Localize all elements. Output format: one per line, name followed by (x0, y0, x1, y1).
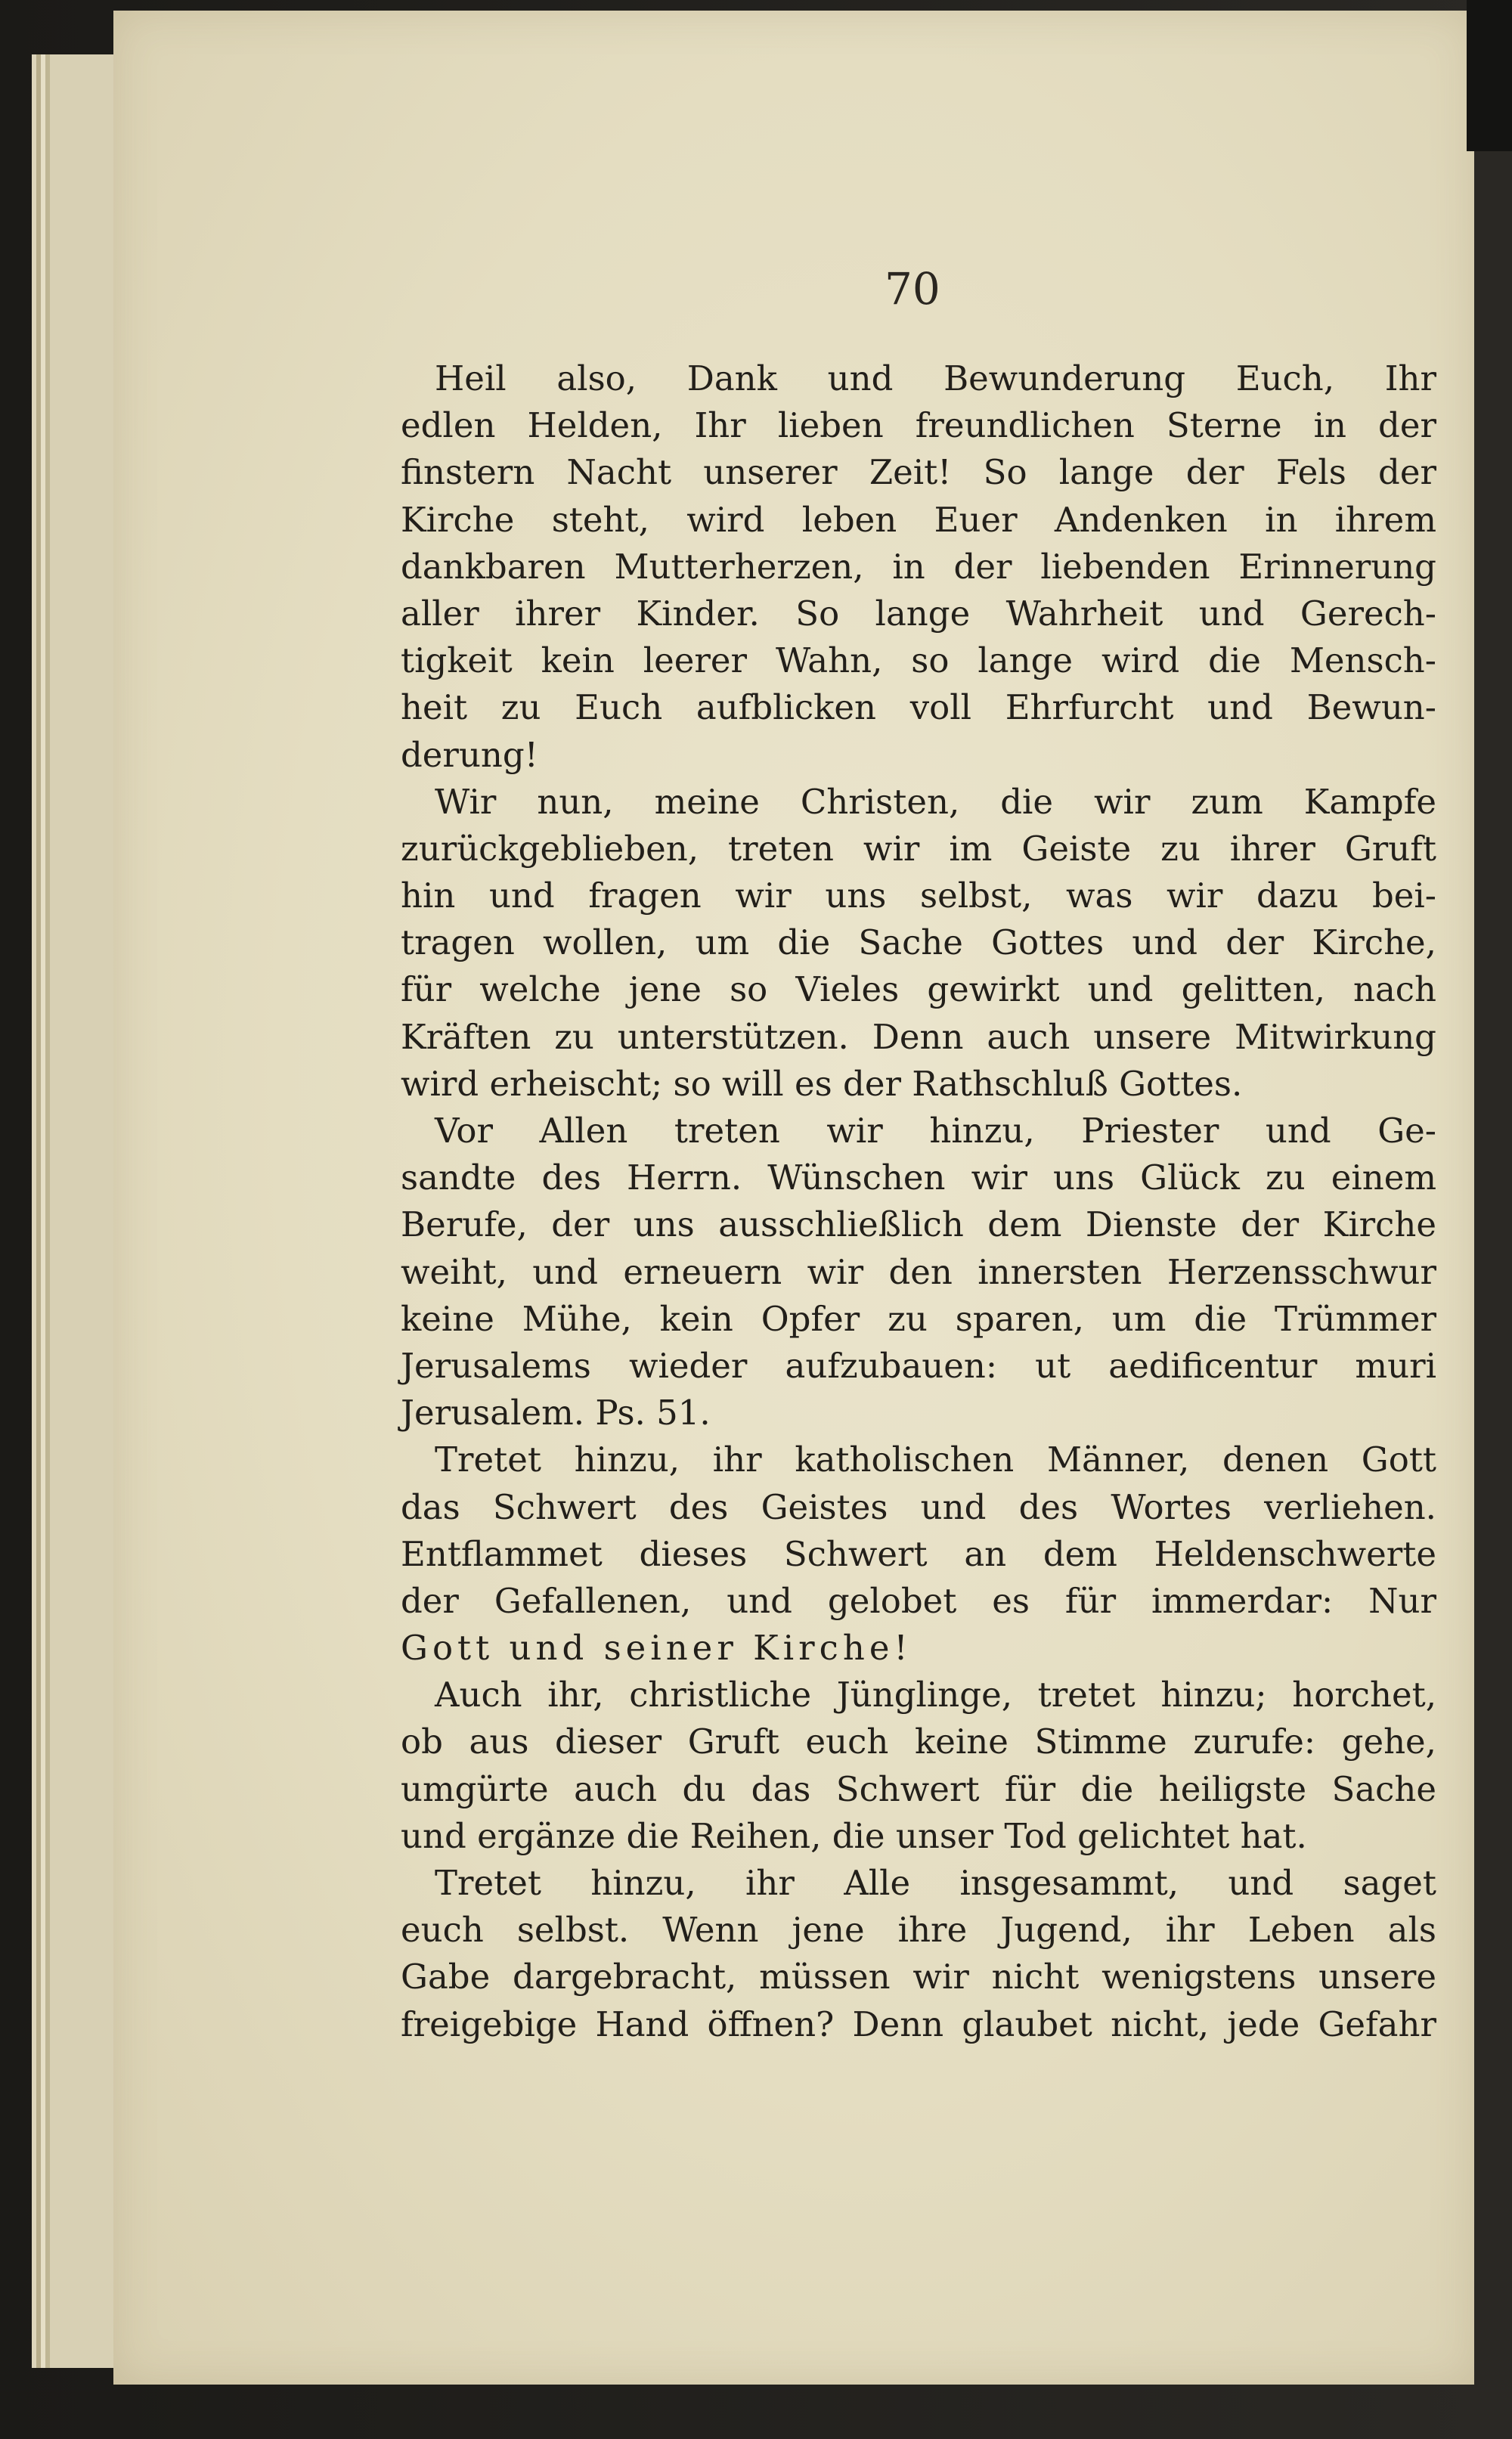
text-line: der Gefallenen, und gelobet es für immerdar: Nur (401, 1580, 1436, 1621)
text-line: edlen Helden, Ihr lieben freundlichen Sterne in der (401, 405, 1436, 446)
text-line: Vor Allen treten wir hinzu, Priester und Ge- (435, 1111, 1436, 1151)
text-line: finstern Nacht unserer Zeit! So lange der Fels der (401, 452, 1436, 493)
text-line: Wir nun, meine Christen, die wir zum Kampfe (435, 781, 1436, 822)
text-line: wird erheischt; so will es der Rathschluß Gottes. (401, 1063, 1243, 1104)
text-line: Heil also, Dank und Bewunderung Euch, Ihr (435, 358, 1436, 398)
text-line: tragen wollen, um die Sache Gottes und der Kirche, (401, 922, 1436, 963)
text-line: keine Mühe, kein Opfer zu sparen, um die Trümmer (401, 1298, 1436, 1339)
text-line: sandte des Herrn. Wünschen wir uns Glück zu einem (401, 1158, 1436, 1198)
text-line: und ergänze die Reihen, die unser Tod gelichtet hat. (401, 1815, 1307, 1856)
text-line: derung! (401, 734, 538, 775)
text-line: Kräften zu unterstützen. Denn auch unsere Mitwirkung (401, 1016, 1436, 1057)
text-line: umgürte auch du das Schwert für die heiligste Sache (401, 1768, 1436, 1809)
text-line: für welche jene so Vieles gewirkt und gelitten, nach (401, 969, 1436, 1010)
text-line: Gott und seiner Kirche! (401, 1628, 912, 1669)
text-line: weiht, und erneuern wir den innersten Herzensschwur (401, 1251, 1436, 1292)
text-line: euch selbst. Wenn jene ihre Jugend, ihr Leben als (401, 1910, 1436, 1951)
text-line: ob aus dieser Gruft euch keine Stimme zurufe: gehe, (401, 1722, 1436, 1762)
book-cover-corner (1467, 0, 1512, 151)
text-line: tigkeit kein leerer Wahn, so lange wird die Mensch- (401, 640, 1436, 681)
text-line: Tretet hinzu, ihr katholischen Männer, denen Gott (435, 1440, 1436, 1480)
text-line: Gabe dargebracht, müssen wir nicht wenigstens unsere (401, 1957, 1436, 1997)
text-line: Entflammet dieses Schwert an dem Heldenschwerte (401, 1533, 1436, 1574)
text-line: heit zu Euch aufblicken voll Ehrfurcht und Bewun- (401, 687, 1436, 728)
text-line: Jerusalems wieder aufzubauen: ut aedificentur muri (401, 1345, 1436, 1386)
text-line: dankbaren Mutterherzen, in der liebenden Erinnerung (401, 546, 1436, 587)
text-line: Kirche steht, wird leben Euer Andenken in ihrem (401, 499, 1436, 540)
text-line: Tretet hinzu, ihr Alle insgesammt, und saget (435, 1863, 1436, 1903)
text-line: Auch ihr, christliche Jünglinge, tretet hinzu; horchet, (435, 1675, 1436, 1715)
text-line: Jerusalem. Ps. 51. (401, 1393, 711, 1433)
text-line: das Schwert des Geistes und des Wortes verliehen. (401, 1486, 1436, 1527)
text-line: hin und fragen wir uns selbst, was wir dazu bei- (401, 875, 1436, 916)
text-line: aller ihrer Kinder. So lange Wahrheit und Gerech- (401, 593, 1436, 634)
text-line: Berufe, der uns ausschließlich dem Dienste der Kirche (401, 1204, 1436, 1245)
page-number: 70 (885, 263, 940, 315)
text-line: zurückgeblieben, treten wir im Geiste zu ihrer Gruft (401, 828, 1436, 869)
body-text (401, 355, 1436, 2048)
text-line: freigebige Hand öffnen? Denn glaubet nicht, jede Gefahr (401, 2004, 1436, 2044)
